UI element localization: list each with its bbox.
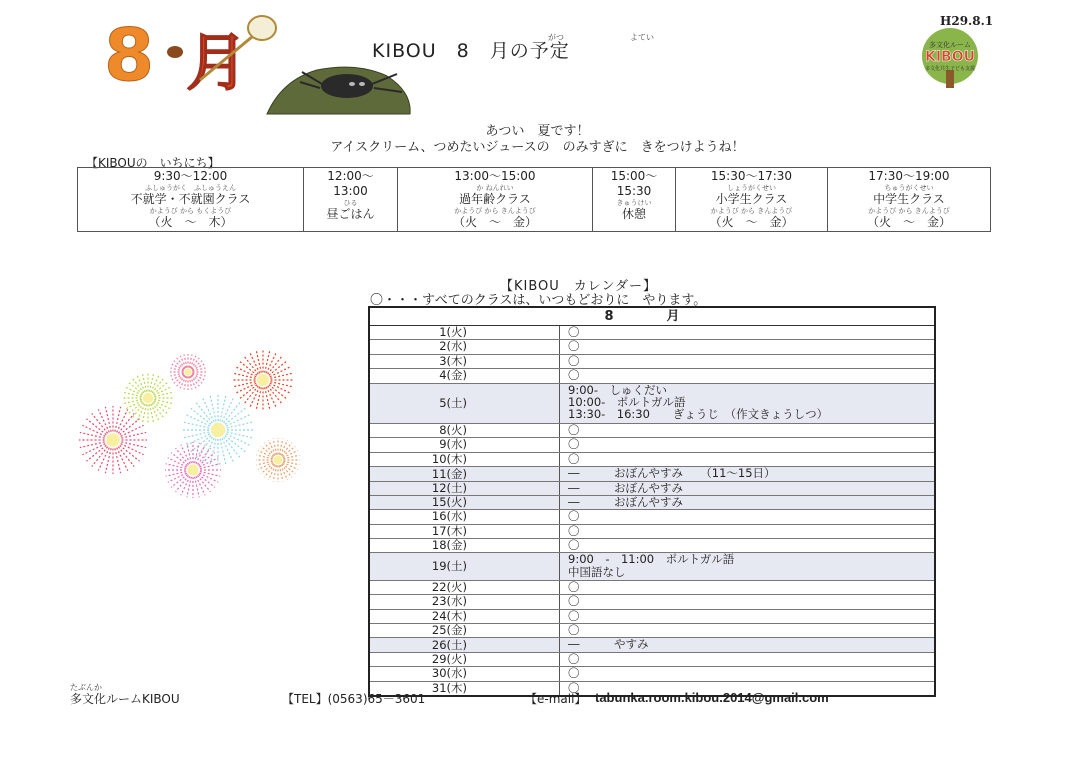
calendar-day: 16(水)	[370, 510, 560, 523]
footer-email-label: 【e-mail】	[525, 692, 587, 706]
calendar-day: 11(金)	[370, 467, 560, 480]
schedule-label: 【KIBOUの いちにち】	[86, 156, 220, 170]
firework-burst	[165, 442, 221, 498]
calendar-day: 30(水)	[370, 667, 560, 680]
calendar-content-line: 〇	[568, 623, 580, 638]
calendar-content	[560, 525, 934, 538]
schedule-ruby-days: かようび から きんようび	[454, 207, 536, 215]
schedule-ruby-days: かようび から きんようび	[710, 207, 793, 215]
schedule-name: 中学生クラス	[873, 192, 945, 206]
schedule-ruby: きゅうけい	[616, 199, 652, 207]
schedule-name: 休憩	[621, 207, 646, 221]
calendar-row	[370, 553, 934, 580]
svg-text:8: 8	[104, 14, 155, 94]
calendar-day: 8(火)	[370, 424, 560, 437]
calendar-row	[370, 453, 934, 467]
calendar-row	[370, 610, 934, 624]
calendar-day: 23(水)	[370, 595, 560, 608]
calendar-row	[370, 340, 934, 354]
calendar-month-header: 8 月	[370, 308, 934, 326]
schedule-time: 9:30〜12:00	[153, 169, 228, 183]
calendar-content-line: 〇	[568, 339, 580, 354]
kibou-logo	[905, 28, 995, 90]
footer-ruby: たぶんか	[70, 683, 102, 692]
daily-schedule-table	[77, 167, 991, 232]
schedule-block-5	[676, 168, 828, 232]
message-line-2: アイスクリーム、つめたいジュースの のみすぎに きをつけようね！	[330, 140, 745, 155]
calendar-content	[560, 581, 934, 594]
schedule-name: 小学生クラス	[715, 192, 788, 206]
footer-org: 多文化ルームKIBOU	[70, 692, 180, 706]
calendar-content-line: 〇	[568, 594, 580, 609]
calendar-day: 25(金)	[370, 624, 560, 637]
calendar-content-line: 13:30- 16:30 ぎょうじ （作文きょうしつ）	[568, 407, 829, 422]
calendar-row	[370, 624, 934, 638]
calendar-content-line: 中国語なし	[568, 564, 626, 579]
calendar-row	[370, 638, 934, 652]
calendar-content-line: 〇	[568, 437, 580, 452]
calendar-content	[560, 424, 934, 437]
beetle-rock-illustration	[262, 62, 417, 122]
calendar-table	[368, 306, 936, 697]
calendar-content-line: ― おぼんやすみ	[568, 480, 683, 495]
calendar-note: 〇・・・すべてのクラスは、いつもどおりに やります。	[370, 293, 707, 308]
calendar-content	[560, 610, 934, 623]
logo-bottom-text: 多文化共生子ども支援	[924, 66, 976, 72]
calendar-content-line: 〇	[568, 353, 580, 368]
calendar-content-line: 〇	[568, 666, 580, 681]
schedule-block-2	[304, 168, 398, 232]
schedule-time: 12:00〜	[327, 169, 374, 183]
calendar-content-line: 〇	[568, 451, 580, 466]
schedule-name: 不就学・不就園クラス	[130, 192, 251, 206]
schedule-time: 13:00〜15:00	[454, 169, 536, 183]
calendar-row	[370, 355, 934, 369]
calendar-day: 15(火)	[370, 496, 560, 509]
calendar-content	[560, 438, 934, 451]
calendar-row	[370, 595, 934, 609]
calendar-row	[370, 424, 934, 438]
calendar-row	[370, 581, 934, 595]
schedule-name: 過年齢クラス	[459, 192, 531, 206]
firework-burst	[182, 394, 254, 466]
schedule-block-6	[828, 168, 991, 232]
schedule-block-4	[593, 168, 676, 232]
calendar-day: 17(木)	[370, 525, 560, 538]
calendar-row	[370, 467, 934, 481]
calendar-row	[370, 653, 934, 667]
calendar-day: 18(金)	[370, 539, 560, 552]
calendar-content-line: 〇	[568, 368, 580, 383]
calendar-content-line: ― おぼんやすみ （11〜15日）	[568, 466, 776, 481]
calendar-row	[370, 384, 934, 424]
schedule-time-end: 13:00	[333, 184, 368, 198]
calendar-row	[370, 667, 934, 681]
footer-email: tabunka.room.kibou.2014@gmail.com	[595, 690, 829, 705]
calendar-content	[560, 453, 934, 466]
logo-top-text: 多文化ルーム	[929, 41, 971, 49]
calendar-content	[560, 595, 934, 608]
schedule-time-end: 15:30	[616, 184, 652, 198]
calendar-day: 22(火)	[370, 581, 560, 594]
calendar-content-line: 〇	[568, 523, 580, 538]
schedule-name: 昼ごはん	[326, 207, 375, 221]
calendar-day: 10(木)	[370, 453, 560, 466]
schedule-ruby: か ねんれい	[476, 184, 514, 192]
calendar-title: 【KIBOU カレンダー】	[500, 279, 657, 294]
schedule-days: （火 〜 木）	[148, 215, 233, 229]
calendar-content-line: 〇	[568, 538, 580, 553]
calendar-content	[560, 510, 934, 523]
calendar-content-line: 〇	[568, 579, 580, 594]
calendar-content	[560, 326, 934, 339]
calendar-content	[560, 340, 934, 353]
schedule-ruby: しょうがくせい	[727, 184, 776, 192]
calendar-content-line: 〇	[568, 422, 580, 437]
schedule-days: （火 〜 金）	[866, 215, 951, 229]
calendar-content	[560, 355, 934, 368]
calendar-day: 4(金)	[370, 369, 560, 382]
schedule-ruby-days: かようび から きんようび	[868, 207, 950, 215]
calendar-row	[370, 496, 934, 510]
schedule-block-3	[398, 168, 593, 232]
calendar-row	[370, 525, 934, 539]
firework-burst	[256, 438, 300, 482]
firework-burst	[122, 372, 174, 424]
firework-burst	[233, 350, 293, 410]
calendar-content	[560, 638, 934, 651]
calendar-day: 19(土)	[370, 553, 560, 579]
calendar-day: 5(土)	[370, 384, 560, 423]
calendar-content	[560, 467, 934, 480]
calendar-content-line: ― やすみ	[568, 637, 649, 652]
schedule-ruby: ひる	[343, 199, 358, 207]
schedule-ruby-days: かようび から もくようび	[149, 207, 232, 215]
calendar-day: 9(水)	[370, 438, 560, 451]
logo-text: KIBOU	[925, 49, 975, 65]
calendar-content	[560, 369, 934, 382]
calendar-content	[560, 496, 934, 509]
footer-tel: 【TEL】(0563)65－3601	[282, 692, 426, 706]
title-ruby-plan: よてい	[630, 33, 654, 42]
calendar-day: 24(木)	[370, 610, 560, 623]
calendar-content	[560, 653, 934, 666]
calendar-content	[560, 539, 934, 552]
calendar-content-line: 〇	[568, 651, 580, 666]
calendar-row	[370, 369, 934, 383]
calendar-day: 29(火)	[370, 653, 560, 666]
calendar-content-line: 10:00- ポルトガル語	[568, 394, 686, 409]
firework-burst	[170, 354, 206, 390]
page-title: KIBOU 8 月の予定	[372, 40, 570, 62]
message-line-1: あつい 夏です！	[485, 124, 590, 139]
calendar-day: 31(木)	[370, 682, 560, 695]
calendar-content	[560, 667, 934, 680]
calendar-content-line: 〇	[568, 680, 580, 695]
calendar-content	[560, 553, 934, 579]
calendar-content-line: 〇	[568, 509, 580, 524]
calendar-content-line: 〇	[568, 325, 580, 339]
calendar-content-line: ― おぼんやすみ	[568, 494, 683, 509]
calendar-row	[370, 326, 934, 340]
calendar-day: 2(水)	[370, 340, 560, 353]
svg-text:月: 月	[186, 26, 249, 94]
schedule-ruby: ちゅうがくせい	[884, 184, 934, 192]
title-ruby-month: がつ	[548, 33, 564, 42]
schedule-time: 15:30〜17:30	[710, 169, 793, 183]
calendar-day: 1(火)	[370, 326, 560, 339]
calendar-content-line: 〇	[568, 608, 580, 623]
schedule-days: （火 〜 金）	[709, 215, 794, 229]
schedule-block-1	[78, 168, 304, 232]
issue-date: H29.8.1	[940, 14, 994, 28]
schedule-time: 17:30〜19:00	[868, 169, 950, 183]
calendar-content	[560, 482, 934, 495]
calendar-day: 26(土)	[370, 638, 560, 651]
schedule-ruby: ふしゅうがく ふしゅうえん	[145, 184, 236, 192]
schedule-days: （火 〜 金）	[452, 215, 537, 229]
fireworks-illustration	[58, 350, 338, 500]
calendar-content-line: 9:00 - 11:00 ポルトガル語	[568, 552, 735, 567]
calendar-day: 3(木)	[370, 355, 560, 368]
firework-burst	[79, 406, 147, 474]
schedule-time: 15:00〜	[610, 169, 658, 183]
calendar-day: 12(土)	[370, 482, 560, 495]
calendar-content-line: 9:00- しゅくだい	[568, 382, 667, 397]
calendar-row	[370, 438, 934, 452]
calendar-row	[370, 482, 934, 496]
calendar-row	[370, 510, 934, 524]
calendar-content	[560, 624, 934, 637]
calendar-content	[560, 384, 934, 423]
calendar-row	[370, 539, 934, 553]
